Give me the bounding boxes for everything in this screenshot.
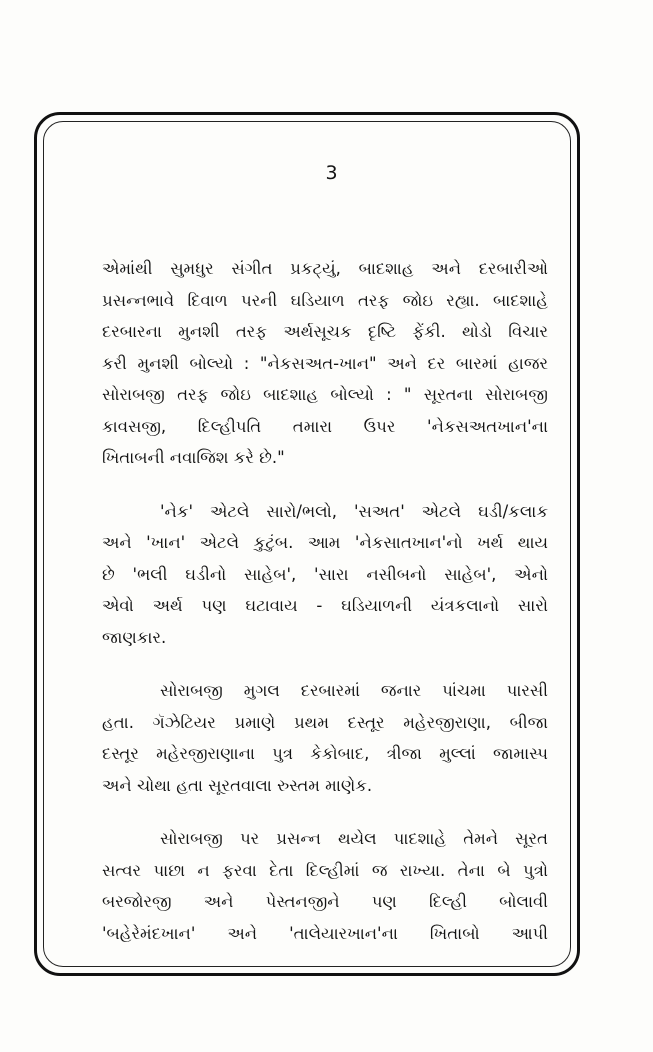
text-line: સોરાબજી તરફ જોઇ બાદશાહ બોલ્યો : " સૂરતના સોરાબજી (102, 385, 548, 404)
text-line: અને ચોથા હતા સૂરતવાલા રુસ્તમ માણેક. (102, 775, 373, 795)
body-text (102, 253, 548, 971)
text-line: એવો અર્થ પણ ઘટાવાય - ઘડિયાળની યંત્રકલાનો સારો (102, 596, 548, 615)
text-line: હતા. ગૅઝેટિયર પ્રમાણે પ્રથમ દસ્તૂર મહેરજીરાણા, બીજા (102, 712, 548, 732)
text-line: દરબારના મુનશી તરફ અર્થસૂચક દૃષ્ટિ ફેંકી. થોડો વિચાર (102, 322, 548, 341)
text-line: 'નેક' એટલે સારો/ભલો, 'સઅત' એટલે ઘડી/કલાક (160, 501, 548, 521)
text-line: જાણકાર. (102, 627, 167, 647)
text-line: 'બહેરેમંદખાન' અને 'તાલેયારખાન'ના ખિતાબો આપી (102, 923, 548, 943)
text-line: છે 'ભલી ઘડીનો સાહેબ', 'સારા નસીબનો સાહેબ', એનો (102, 564, 548, 584)
text-line: ખિતાબની નવાજિશ કરે છે." (102, 448, 285, 467)
text-line: એમાંથી સુમધુર સંગીત પ્રકટ્યું, બાદશાહ અને દરબારીઓ (102, 259, 548, 278)
paragraph-2 (102, 496, 548, 654)
text-line: પ્રસન્નભાવે દિવાળ પરની ઘડિયાળ તરફ જોઇ રહ્યા. બાદશાહે (102, 290, 548, 310)
text-line: સોરાબજી પર પ્રસન્ન થયેલ પાદશાહે તેમને સૂરત (160, 829, 548, 848)
paragraph-3 (102, 675, 548, 801)
paragraph-4 (102, 823, 548, 949)
page-number: 3 (325, 162, 338, 184)
text-line: સત્વર પાછા ન ફરવા દેતા દિલ્હીમાં જ રાખ્યા. તેના બે પુત્રો (102, 860, 548, 880)
text-line: અને 'ખાન' એટલે કુટુંબ. આમ 'નેકસાતખાન'નો ખર્થ થાય (102, 533, 548, 552)
text-line: કરી મુનશી બોલ્યો : "નેકસઅત-ખાન" અને દર બારમાં હાજર (102, 353, 548, 373)
text-line: સોરાબજી મુગલ દરબારમાં જનાર પાંચમા પારસી (160, 681, 548, 700)
text-line: બરજોરજી અને પેસ્તનજીને પણ દિલ્હી બોલાવી (102, 892, 548, 911)
paragraph-1 (102, 253, 548, 474)
text-line: કાવસજી, દિલ્હીપતિ તમારા ઉપર 'નેકસઅતખાન'ના (102, 416, 548, 436)
text-line: દસ્તૂર મહેરજીરાણાના પુત્ર કેકોબાદ, ત્રીજા મુલ્લાં જામાસ્પ (102, 744, 548, 763)
